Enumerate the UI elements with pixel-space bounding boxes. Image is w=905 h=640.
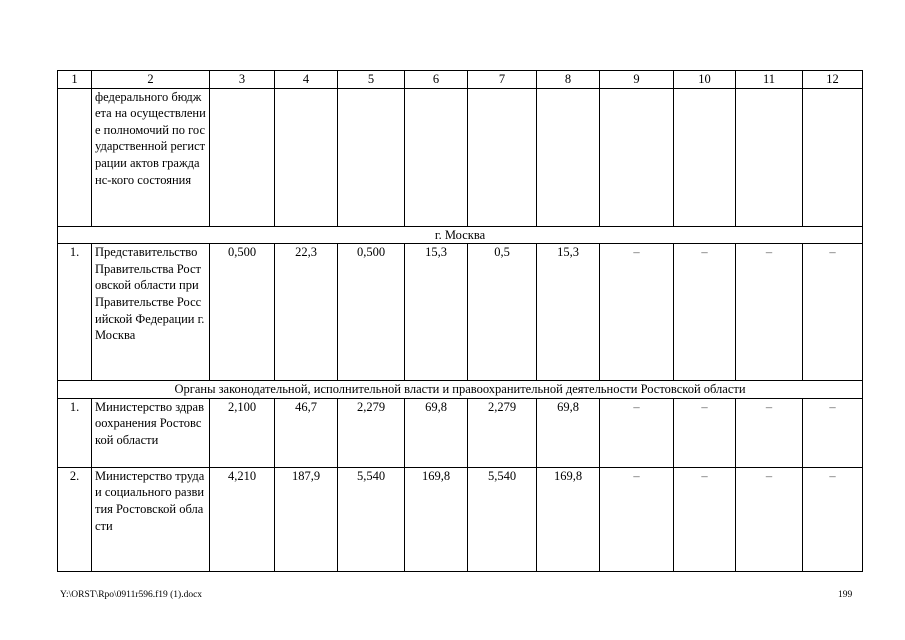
value-cell-col-5: 0,500 — [338, 244, 405, 381]
value-cell-col-11 — [736, 88, 803, 226]
section-row — [58, 226, 863, 244]
table-body — [58, 71, 863, 572]
value-cell-col-10: – — [674, 467, 736, 571]
value-cell-col-8: 169,8 — [537, 467, 600, 571]
value-cell-col-9 — [600, 88, 674, 226]
value-cell-col-10 — [674, 88, 736, 226]
value-cell-col-8: 69,8 — [537, 398, 600, 467]
value-cell-col-5: 2,279 — [338, 398, 405, 467]
column-header-7: 7 — [468, 71, 537, 89]
column-header-2: 2 — [92, 71, 210, 89]
value-cell-col-4 — [275, 88, 338, 226]
organization-name: Министерство здравоохранения Ростовской области — [92, 398, 210, 467]
value-cell-col-7 — [468, 88, 537, 226]
table-row — [58, 244, 863, 381]
organization-name: Министерство труда и социального развития Ростовской области — [92, 467, 210, 571]
value-cell-col-12: – — [803, 467, 863, 571]
table-row — [58, 398, 863, 467]
organization-name: федерального бюджета на осуществление полномочий по государственной регистрации актов гражданс-кого состояния — [92, 88, 210, 226]
table-row — [58, 467, 863, 571]
value-cell-col-11: – — [736, 244, 803, 381]
value-cell-col-6: 15,3 — [405, 244, 468, 381]
value-cell-col-8 — [537, 88, 600, 226]
footer-file-path: Y:\ORST\Rpo\0911r596.f19 (1).docx — [60, 590, 203, 600]
section-row — [58, 381, 863, 399]
value-cell-col-4: 187,9 — [275, 467, 338, 571]
section-title: г. Москва — [58, 226, 863, 244]
value-cell-col-7: 0,5 — [468, 244, 537, 381]
value-cell-col-6: 69,8 — [405, 398, 468, 467]
column-header-6: 6 — [405, 71, 468, 89]
row-number: 2. — [58, 467, 92, 571]
section-title: Органы законодательной, исполнительной власти и правоохранительной деятельности Ростовской области — [58, 381, 863, 399]
value-cell-col-3: 2,100 — [210, 398, 275, 467]
table-row — [58, 88, 863, 226]
value-cell-col-12: – — [803, 244, 863, 381]
value-cell-col-3: 0,500 — [210, 244, 275, 381]
column-header-11: 11 — [736, 71, 803, 89]
column-header-9: 9 — [600, 71, 674, 89]
value-cell-col-9: – — [600, 467, 674, 571]
column-header-12: 12 — [803, 71, 863, 89]
value-cell-col-3: 4,210 — [210, 467, 275, 571]
column-header-3: 3 — [210, 71, 275, 89]
value-cell-col-6 — [405, 88, 468, 226]
value-cell-col-7: 2,279 — [468, 398, 537, 467]
page-number: 199 — [838, 590, 853, 600]
value-cell-col-7: 5,540 — [468, 467, 537, 571]
header-row — [58, 71, 863, 89]
value-cell-col-6: 169,8 — [405, 467, 468, 571]
value-cell-col-4: 46,7 — [275, 398, 338, 467]
value-cell-col-4: 22,3 — [275, 244, 338, 381]
value-cell-col-3 — [210, 88, 275, 226]
value-cell-col-5: 5,540 — [338, 467, 405, 571]
value-cell-col-12 — [803, 88, 863, 226]
value-cell-col-10: – — [674, 244, 736, 381]
value-cell-col-5 — [338, 88, 405, 226]
value-cell-col-10: – — [674, 398, 736, 467]
value-cell-col-9: – — [600, 398, 674, 467]
row-number — [58, 88, 92, 226]
value-cell-col-12: – — [803, 398, 863, 467]
column-header-5: 5 — [338, 71, 405, 89]
column-header-8: 8 — [537, 71, 600, 89]
document-table — [57, 70, 863, 572]
column-header-1: 1 — [58, 71, 92, 89]
column-header-4: 4 — [275, 71, 338, 89]
value-cell-col-9: – — [600, 244, 674, 381]
organization-name: Представительство Правительства Ростовской области при Правительстве Российской Федерации г. Москва — [92, 244, 210, 381]
row-number: 1. — [58, 398, 92, 467]
value-cell-col-11: – — [736, 398, 803, 467]
row-number: 1. — [58, 244, 92, 381]
value-cell-col-11: – — [736, 467, 803, 571]
column-header-10: 10 — [674, 71, 736, 89]
value-cell-col-8: 15,3 — [537, 244, 600, 381]
